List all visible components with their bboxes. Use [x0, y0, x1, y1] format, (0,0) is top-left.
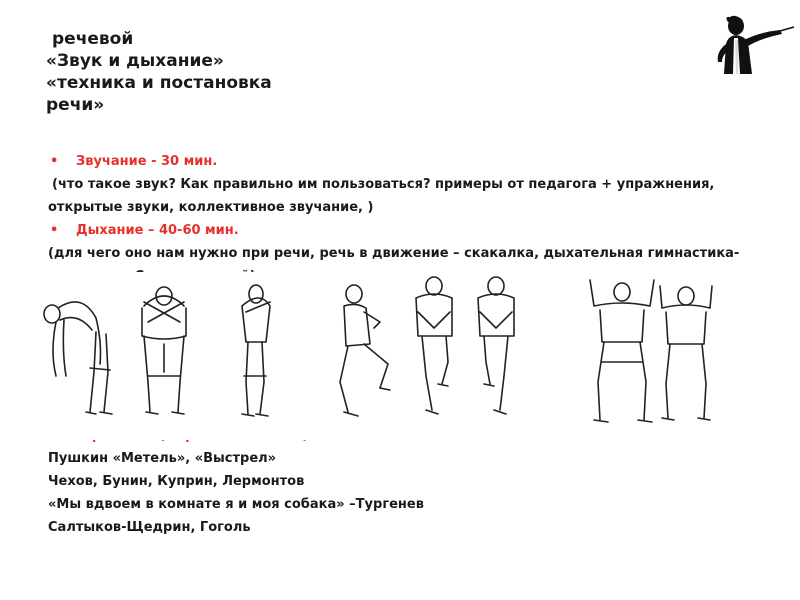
- figure-arms-raised-1: [590, 280, 654, 422]
- figure-hugging-side: [242, 285, 270, 416]
- bullet-marker: •: [50, 223, 59, 238]
- sound-description-2: открытые звуки, коллективное звучание, ): [48, 200, 374, 215]
- text-analysis-heading-label: Разбор текста (мировая классика) - 30 мин.: [48, 428, 380, 443]
- reading-line-3: «Мы вдвоем в комнате я и моя собака» –Тургенев: [48, 497, 424, 512]
- bullet-label-breath: Дыхание – 40-60 мин.: [76, 223, 239, 238]
- figure-arms-raised-2: [660, 286, 712, 420]
- breath-description-2: программа Стрельниковой): [48, 269, 256, 284]
- bullet-item-breath: [48, 219, 768, 242]
- title-line-4: речи»: [46, 95, 105, 115]
- sound-description-1: (что такое звук? Как правильно им пользоваться? примеры от педагога + упражнения,: [52, 177, 715, 192]
- title-line-3: «техника и постановка: [46, 73, 272, 93]
- figure-hugging-front: [142, 287, 186, 414]
- figure-bending: [44, 302, 112, 414]
- figure-knee-raise-front-1: [416, 277, 452, 414]
- bullet-marker: •: [50, 154, 59, 169]
- reading-line-2: Чехов, Бунин, Куприн, Лермонтов: [48, 474, 305, 489]
- figure-knee-raise-front-2: [478, 277, 514, 414]
- reading-line-4: Салтыков-Щедрин, Гоголь: [48, 520, 251, 535]
- conductor-silhouette-icon: [700, 14, 796, 74]
- content-body: [48, 150, 768, 288]
- title-line-1: речевой: [52, 29, 134, 49]
- reading-line-1: Пушкин «Метель», «Выстрел»: [48, 451, 277, 466]
- text-analysis-section: [48, 424, 424, 539]
- breath-description-1: (для чего оно нам нужно при речи, речь в движение – скакалка, дыхательная гимнастика-: [48, 246, 740, 261]
- bullet-label-sound: Звучание - 30 мин.: [76, 154, 218, 169]
- breathing-exercise-figures-illustration: [34, 272, 754, 440]
- bullet-item-sound: [48, 150, 768, 173]
- slide-title: [46, 28, 272, 116]
- title-line-2: «Звук и дыхание»: [46, 51, 224, 71]
- figure-knee-raise-side: [340, 285, 390, 416]
